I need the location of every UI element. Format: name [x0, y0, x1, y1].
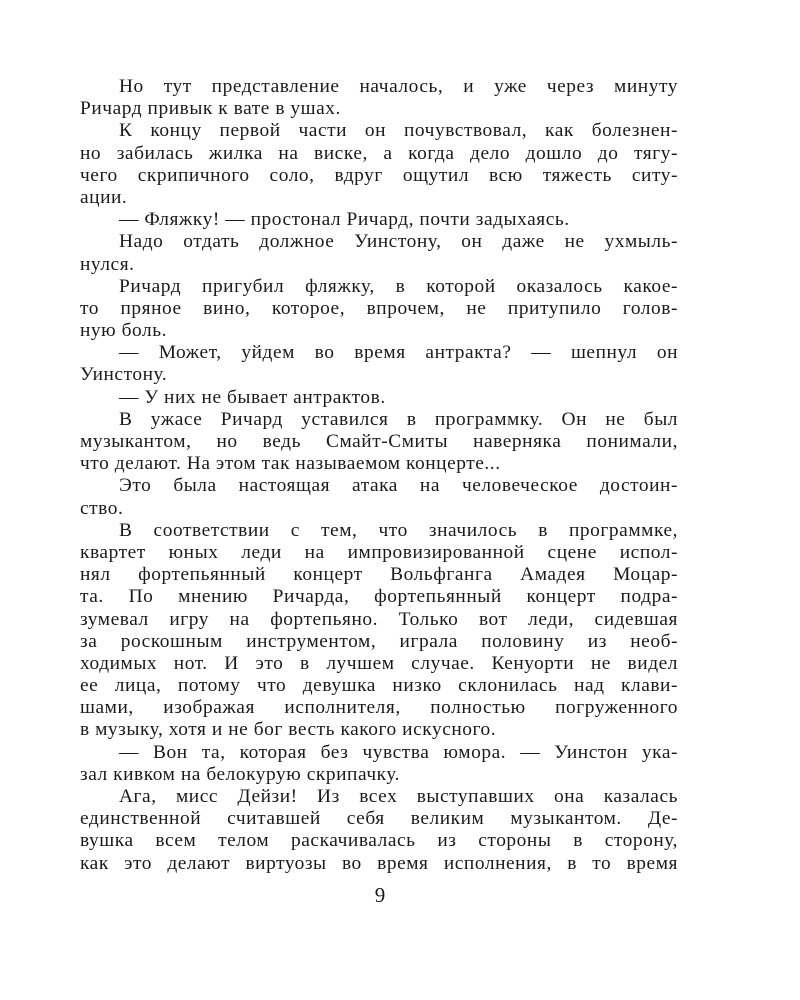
text-line: та. По мнению Ричарда, фортепьянный концерт подра-	[80, 586, 678, 608]
text-line: Уинстону.	[80, 364, 168, 386]
text-line: квартет юных леди на импровизированной сцене испол-	[80, 541, 678, 563]
text-line: за роскошным инструментом, играла половину из необ-	[80, 630, 678, 652]
text-line: как это делают виртуозы во время исполнения, в то время	[80, 852, 678, 874]
text-line: ации.	[80, 186, 128, 208]
text-line: нял фортепьянный концерт Вольфганга Амадея Моцар-	[80, 564, 678, 586]
text-line: В ужасе Ричард уставился в программку. Он не был	[119, 408, 678, 430]
text-line: шами, изображая исполнителя, полностью погруженного	[80, 697, 678, 719]
text-line: Ричард пригубил фляжку, в которой оказалось какое-	[119, 275, 678, 297]
text-line: ходимых нот. И это в лучшем случае. Кенуорти не видел	[80, 652, 678, 674]
text-line: Ричард привык к вате в ушах.	[80, 98, 341, 120]
text-line: зал кивком на белокурую скрипачку.	[80, 763, 401, 785]
text-line: ее лица, потому что девушка низко склонилась над клави-	[80, 675, 678, 697]
text-line: ство.	[80, 497, 124, 519]
text-line: Но тут представление началось, и уже через минуту	[119, 76, 678, 97]
text-line: нулся.	[80, 253, 135, 275]
text-line: что делают. На этом так называемом концерте...	[80, 453, 501, 475]
text-line: единственной считавшей себя великим музыкантом. Де-	[80, 808, 678, 830]
text-line: — Фляжку! — простонал Ричард, почти задыхаясь.	[119, 209, 570, 231]
text-line: ную боль.	[80, 320, 168, 342]
page-body	[80, 76, 678, 875]
text-line: то пряное вино, которое, впрочем, не притупило голов-	[80, 297, 678, 319]
text-line: в музыку, хотя и не бог весть какого искусного.	[80, 719, 497, 741]
text-line: — У них не бывает антрактов.	[119, 386, 386, 408]
text-line: музыкантом, но ведь Смайт-Смиты наверняка понимали,	[80, 431, 678, 452]
text-line: вушка всем телом раскачивалась из стороны в сторону,	[80, 830, 678, 852]
text-line: зумевал игру на фортепьяно. Только вот леди, сидевшая	[80, 608, 678, 630]
text-line: но забилась жилка на виске, а когда дело дошло до тягу-	[80, 142, 678, 164]
text-line: — Вон та, которая без чувства юмора. — Уинстон ука-	[119, 741, 678, 763]
text-line: К концу первой части он почувствовал, как болезнен-	[119, 120, 678, 142]
text-line: Это была настоящая атака на человеческое достоин-	[119, 475, 678, 497]
text-line: Надо отдать должное Уинстону, он даже не ухмыль-	[119, 231, 678, 253]
text-line: чего скрипичного соло, вдруг ощутил всю тяжесть ситу-	[80, 164, 678, 186]
page-number: 9	[374, 883, 386, 907]
text-line: — Может, уйдем во время антракта? — шепнул он	[119, 342, 678, 364]
text-line: В соответствии с тем, что значилось в программке,	[119, 519, 678, 541]
text-line: Ага, мисс Дейзи! Из всех выступавших она казалась	[119, 786, 678, 807]
